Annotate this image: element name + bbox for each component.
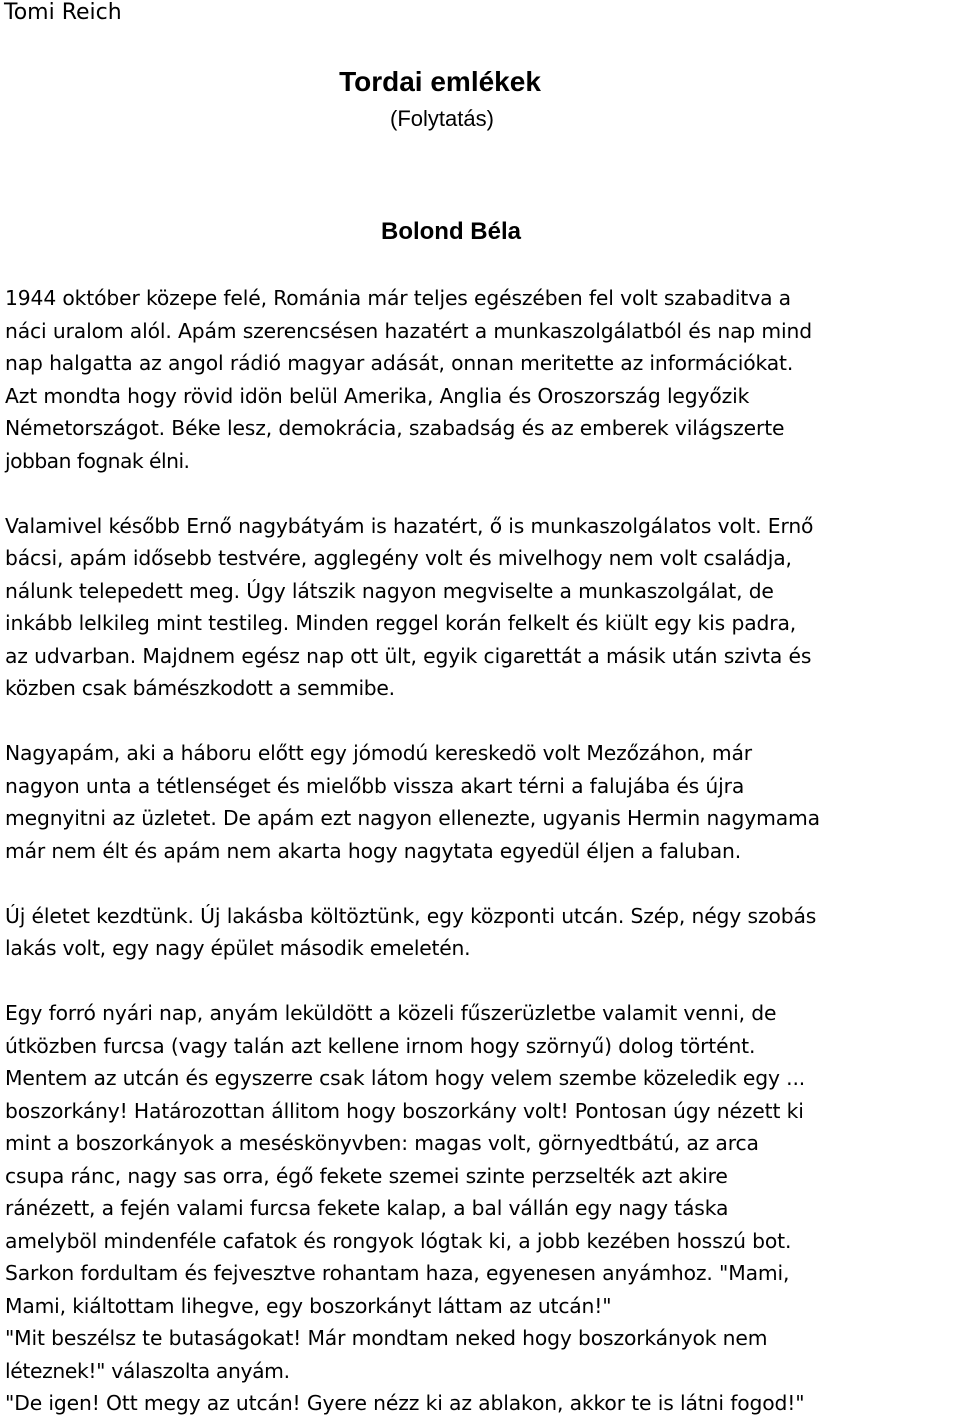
text-line: ránézett, a fején valami furcsa fekete kalap, a bal vállán egy nagy táska [5,1196,729,1220]
text-line: útközben furcsa (vagy talán azt kellene irnom hogy szörnyű) dolog történt. [5,1033,756,1058]
text-line: nagyon unta a tétlenséget és mielőbb vissza akart térni a falujába és újra [5,773,745,798]
paragraph [5,282,960,477]
paragraph [5,510,960,705]
text-line: Egy forró nyári nap, anyám leküldött a közeli fűszerüzletbe valamit venni, de [5,1001,777,1025]
text-line: boszorkány! Határozottan állitom hogy boszorkány volt! Pontosan úgy nézett ki [5,1098,804,1123]
text-line: náci uralom alól. Apám szerencsésen hazatért a munkaszolgálatból és nap mind [5,318,813,343]
text-line: Nagyapám, aki a háboru előtt egy jómodú kereskedö volt Mezőzáhon, már [5,741,752,765]
text-line: már nem élt és apám nem akarta hogy nagytata egyedül éljen a faluban. [5,838,742,863]
text-line: nap halgatta az angol rádió magyar adását, onnan meritette az információkat. [5,351,794,375]
text-line: amelyböl mindenféle cafatok és rongyok lógtak ki, a jobb kezében hosszú bot. [5,1228,792,1253]
paragraph [5,900,960,965]
text-line: közben csak bámészkodott a semmibe. [5,676,395,700]
text-line: "Mit beszélsz te butaságokat! Már mondtam neked hogy boszorkányok nem [5,1326,768,1350]
text-line: nálunk telepedett meg. Úgy látszik nagyon megviselte a munkaszolgálat, de [5,578,774,603]
text-line: megnyitni az üzletet. De apám ezt nagyon ellenezte, ugyanis Hermin nagymama [5,806,820,830]
author-name: Tomi Reich [4,0,122,25]
text-line: Új életet kezdtünk. Új lakásba költöztünk, egy központi utcán. Szép, négy szobás [5,903,817,928]
story-body [5,282,960,1420]
paragraph [5,997,960,1420]
text-line: az udvarban. Majdnem egész nap ott ült, egyik cigarettát a másik után szivta és [5,643,812,668]
text-line: Valamivel később Ernő nagybátyám is hazatért, ő is munkaszolgálatos volt. Ernő [5,513,814,538]
text-line: inkább lelkileg mint testileg. Minden reggel korán felkelt és kiült egy kis padra, [5,611,797,635]
page-subtitle: (Folytatás) [390,106,494,131]
text-line: Németországot. Béke lesz, demokrácia, szabadság és az emberek világszerte [5,416,785,440]
text-line: Azt mondta hogy rövid idön belül Amerika, Anglia és Oroszország legyőzik [5,383,750,408]
text-line: Sarkon fordultam és fejvesztve rohantam haza, egyenesen anyámhoz. "Mami, [5,1261,790,1285]
text-line: lakás volt, egy nagy épület második emeletén. [5,936,471,960]
text-line: léteznek!" válaszolta anyám. [5,1358,290,1383]
text-line: bácsi, apám idősebb testvére, agglegény volt és mivelhogy nem volt családja, [5,546,792,570]
text-line: "De igen! Ott megy az utcán! Gyere nézz ki az ablakon, akkor te is látni fogod!" [5,1391,805,1415]
chapter-title: Bolond Béla [380,218,521,245]
text-line: csupa ránc, nagy sas orra, égő fekete szemei szinte perzselték azt akire [5,1163,728,1188]
text-line: 1944 október közepe felé, Románia már teljes egészében fel volt szabaditva a [5,286,791,310]
text-line: mint a boszorkányok a meséskönyvben: magas volt, görnyedtbátú, az arca [5,1131,759,1155]
paragraph [5,737,960,867]
text-line: jobban fognak élni. [5,448,190,473]
text-line: Mentem az utcán és egyszerre csak látom hogy velem szembe közeledik egy ... [5,1066,806,1090]
text-line: Mami, kiáltottam lihegve, egy boszorkányt láttam az utcán!" [5,1293,612,1318]
page-title: Tordai emlékek [339,66,541,97]
